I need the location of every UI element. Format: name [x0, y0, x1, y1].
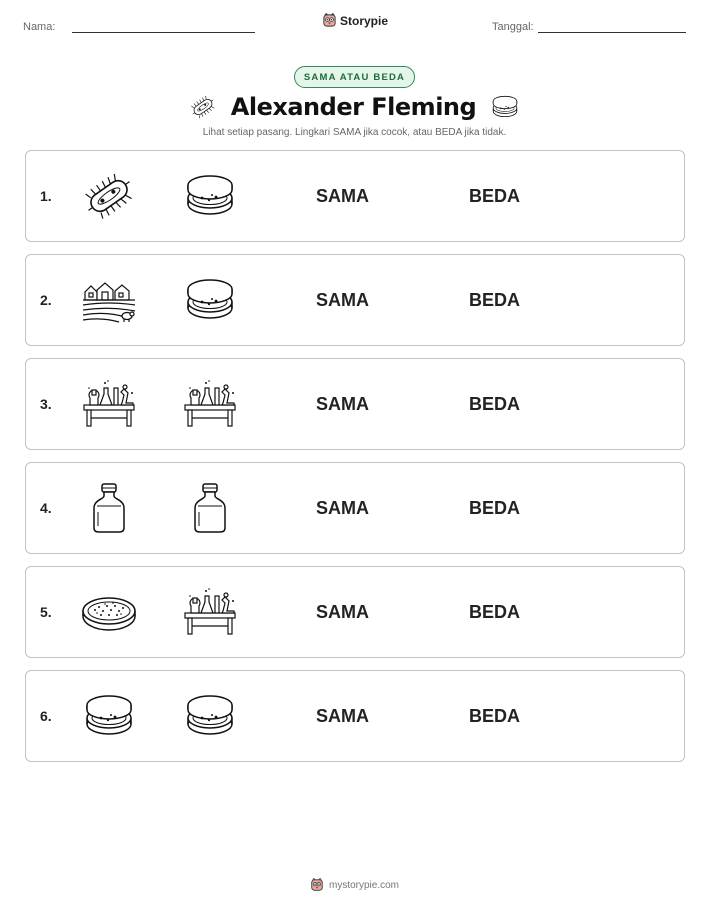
name-label: Nama: [23, 21, 56, 33]
owl-logo-icon [310, 878, 324, 892]
date-label: Tanggal: [492, 21, 534, 33]
different-option[interactable]: BEDA [469, 289, 521, 310]
question-number: 4. [40, 500, 52, 516]
petri-dish-icon [81, 690, 137, 742]
name-field[interactable] [72, 32, 255, 33]
question-number: 3. [40, 396, 52, 412]
question-row-3 [25, 358, 685, 450]
different-option[interactable]: BEDA [469, 601, 521, 622]
badge-label: SAMA ATAU BEDA [303, 71, 406, 83]
bottle-icon [182, 482, 238, 534]
question-number: 5. [40, 604, 52, 620]
petri-dish-icon [490, 93, 520, 121]
question-number: 6. [40, 708, 52, 724]
brand-logo [322, 13, 388, 28]
worksheet-type-badge [294, 66, 415, 88]
question-row-6 [25, 670, 685, 762]
instructions: Lihat setiap pasang. Lingkari SAMA jika cocok, atau BEDA jika tidak. [202, 127, 507, 138]
different-option[interactable]: BEDA [469, 185, 521, 206]
farm-icon [81, 274, 137, 326]
brand-name: Storypie [340, 13, 389, 28]
bacterium-icon [81, 170, 137, 222]
bottle-icon [81, 482, 137, 534]
lab-table-icon [81, 378, 137, 430]
footer-url[interactable]: mystorypie.com [328, 879, 399, 891]
different-option[interactable]: BEDA [469, 497, 521, 518]
worksheet-header [0, 0, 709, 50]
petri-dish-icon [182, 274, 238, 326]
question-row-4 [25, 462, 685, 554]
bacterium-icon [189, 94, 217, 120]
petri-dish-icon [182, 170, 238, 222]
title-row [0, 90, 709, 124]
question-number: 2. [40, 292, 52, 308]
same-option[interactable]: SAMA [316, 497, 369, 518]
same-option[interactable]: SAMA [316, 185, 369, 206]
same-option[interactable]: SAMA [316, 601, 369, 622]
question-number: 1. [40, 188, 52, 204]
owl-logo-icon [322, 13, 337, 28]
different-option[interactable]: BEDA [469, 393, 521, 414]
footer [0, 878, 709, 892]
question-row-5 [25, 566, 685, 658]
different-option[interactable]: BEDA [469, 705, 521, 726]
same-option[interactable]: SAMA [316, 393, 369, 414]
lab-table-icon [182, 586, 238, 638]
question-row-1 [25, 150, 685, 242]
same-option[interactable]: SAMA [316, 289, 369, 310]
same-option[interactable]: SAMA [316, 705, 369, 726]
lab-table-icon [182, 378, 238, 430]
petri-dish-icon [182, 690, 238, 742]
question-row-2 [25, 254, 685, 346]
date-field[interactable] [538, 32, 686, 33]
page-title: Alexander Fleming [230, 93, 477, 121]
mold-dish-icon [81, 586, 137, 638]
